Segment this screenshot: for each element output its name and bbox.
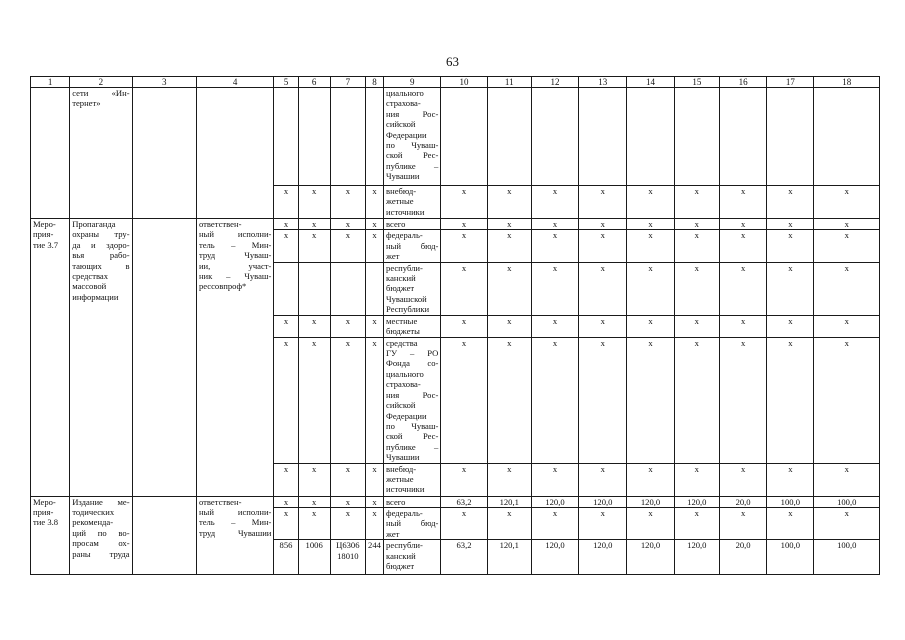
- value-cell: x: [767, 508, 814, 540]
- funding-source-cell: внебюд- жетные источники: [384, 463, 441, 496]
- value-cell: x: [814, 262, 880, 315]
- value-cell: x: [767, 262, 814, 315]
- budget-code-cell: x: [330, 186, 365, 219]
- value-cell: [441, 88, 487, 186]
- budget-code-cell: x: [365, 337, 383, 463]
- budget-code-cell: [298, 262, 330, 315]
- budget-code-cell: 244: [365, 540, 383, 575]
- funding-source-cell: республи- канский бюджет: [384, 540, 441, 575]
- budget-code-cell: x: [298, 230, 330, 262]
- value-cell: x: [441, 315, 487, 337]
- budget-code-cell: x: [365, 508, 383, 540]
- value-cell: 20,0: [719, 540, 766, 575]
- value-cell: 120,0: [531, 540, 578, 575]
- value-cell: x: [719, 186, 766, 219]
- value-cell: x: [627, 463, 674, 496]
- value-cell: x: [531, 315, 578, 337]
- value-cell: [627, 88, 674, 186]
- budget-code-cell: [330, 88, 365, 186]
- budget-code-cell: x: [274, 315, 298, 337]
- budget-code-cell: 856: [274, 540, 298, 575]
- value-cell: x: [719, 262, 766, 315]
- value-cell: x: [627, 230, 674, 262]
- value-cell: x: [814, 508, 880, 540]
- budget-code-cell: x: [330, 230, 365, 262]
- column-number-1: 1: [31, 77, 70, 88]
- event-label-cell: Меро- прия- тие 3.8: [31, 496, 70, 575]
- budget-code-cell: x: [298, 463, 330, 496]
- funding-source-cell: всего: [384, 496, 441, 507]
- column-number-2: 2: [70, 77, 132, 88]
- value-cell: x: [719, 337, 766, 463]
- column-number-10: 10: [441, 77, 487, 88]
- value-cell: x: [441, 463, 487, 496]
- budget-code-cell: x: [365, 186, 383, 219]
- value-cell: x: [487, 219, 531, 230]
- value-cell: x: [531, 219, 578, 230]
- budget-code-cell: x: [274, 508, 298, 540]
- funding-source-cell: циального страхова- ния Рос- сийской Федерации по Чуваш- ской Рес- публике – Чувашии: [384, 88, 441, 186]
- value-cell: [814, 88, 880, 186]
- column-number-8: 8: [365, 77, 383, 88]
- funding-source-cell: федераль- ный бюд- жет: [384, 230, 441, 262]
- value-cell: x: [719, 315, 766, 337]
- value-cell: x: [487, 262, 531, 315]
- column-3-cell: [132, 219, 196, 497]
- column-3-cell: [132, 496, 196, 575]
- value-cell: 120,0: [579, 540, 627, 575]
- event-title-cell: Издание ме- тодических рекоменда- ций по во- просам ох- раны труда: [70, 496, 132, 575]
- value-cell: x: [814, 463, 880, 496]
- budget-code-cell: x: [330, 337, 365, 463]
- value-cell: x: [767, 315, 814, 337]
- budget-code-cell: x: [365, 463, 383, 496]
- value-cell: 120,0: [531, 496, 578, 507]
- value-cell: x: [767, 230, 814, 262]
- budget-code-cell: x: [365, 315, 383, 337]
- budget-code-cell: x: [330, 508, 365, 540]
- value-cell: x: [579, 315, 627, 337]
- value-cell: 100,0: [767, 540, 814, 575]
- budget-code-cell: [330, 262, 365, 315]
- page-number: 63: [446, 54, 459, 69]
- value-cell: 120,0: [579, 496, 627, 507]
- value-cell: x: [441, 219, 487, 230]
- column-number-15: 15: [674, 77, 719, 88]
- value-cell: x: [719, 230, 766, 262]
- budget-code-cell: x: [330, 463, 365, 496]
- value-cell: x: [767, 186, 814, 219]
- budget-code-cell: x: [298, 186, 330, 219]
- funding-source-cell: всего: [384, 219, 441, 230]
- budget-code-cell: [365, 262, 383, 315]
- budget-code-cell: x: [274, 463, 298, 496]
- value-cell: x: [627, 315, 674, 337]
- budget-code-cell: x: [298, 496, 330, 507]
- value-cell: 120,0: [674, 540, 719, 575]
- budget-code-cell: x: [274, 230, 298, 262]
- value-cell: x: [674, 337, 719, 463]
- value-cell: x: [579, 186, 627, 219]
- value-cell: x: [674, 508, 719, 540]
- value-cell: [767, 88, 814, 186]
- column-number-14: 14: [627, 77, 674, 88]
- column-number-4: 4: [196, 77, 273, 88]
- value-cell: x: [531, 230, 578, 262]
- budget-code-cell: x: [365, 230, 383, 262]
- value-cell: x: [627, 262, 674, 315]
- table-row: [31, 496, 880, 507]
- value-cell: x: [814, 230, 880, 262]
- column-number-6: 6: [298, 77, 330, 88]
- budget-code-cell: x: [274, 219, 298, 230]
- value-cell: x: [579, 463, 627, 496]
- column-number-12: 12: [531, 77, 578, 88]
- value-cell: x: [674, 186, 719, 219]
- budget-code-cell: [274, 88, 298, 186]
- value-cell: x: [719, 219, 766, 230]
- value-cell: x: [627, 337, 674, 463]
- value-cell: 120,1: [487, 496, 531, 507]
- value-cell: x: [767, 219, 814, 230]
- value-cell: 20,0: [719, 496, 766, 507]
- value-cell: x: [674, 463, 719, 496]
- column-number-18: 18: [814, 77, 880, 88]
- value-cell: 100,0: [814, 540, 880, 575]
- value-cell: [579, 88, 627, 186]
- value-cell: x: [441, 337, 487, 463]
- funding-source-cell: средства ГУ – РО Фонда со- циального страхова- ния Рос- сийской Федерации по Чуваш- ской Рес- публике – Чувашии: [384, 337, 441, 463]
- value-cell: x: [674, 262, 719, 315]
- budget-code-cell: Ц6306 18010: [330, 540, 365, 575]
- value-cell: x: [579, 337, 627, 463]
- budget-code-cell: x: [298, 219, 330, 230]
- budget-code-cell: [365, 88, 383, 186]
- value-cell: x: [531, 186, 578, 219]
- budget-code-cell: x: [330, 315, 365, 337]
- budget-code-cell: x: [298, 337, 330, 463]
- value-cell: x: [487, 315, 531, 337]
- value-cell: x: [627, 508, 674, 540]
- funding-source-cell: республи- канский бюджет Чувашской Республики: [384, 262, 441, 315]
- value-cell: x: [531, 262, 578, 315]
- value-cell: [674, 88, 719, 186]
- column-number-13: 13: [579, 77, 627, 88]
- value-cell: x: [814, 219, 880, 230]
- value-cell: x: [814, 186, 880, 219]
- budget-code-cell: x: [274, 186, 298, 219]
- budget-code-cell: x: [274, 496, 298, 507]
- value-cell: x: [441, 186, 487, 219]
- responsible-cell: ответствен- ный исполни- тель – Мин- труд Чуваш- ии, участ- ник – Чуваш- рессовпроф*: [196, 219, 273, 497]
- value-cell: x: [627, 186, 674, 219]
- column-number-17: 17: [767, 77, 814, 88]
- column-number-7: 7: [330, 77, 365, 88]
- value-cell: x: [441, 508, 487, 540]
- budget-code-cell: x: [330, 219, 365, 230]
- value-cell: x: [441, 262, 487, 315]
- value-cell: x: [579, 219, 627, 230]
- value-cell: [531, 88, 578, 186]
- event-label-cell: Меро- прия- тие 3.7: [31, 219, 70, 497]
- column-3-cell: [132, 88, 196, 219]
- value-cell: x: [719, 463, 766, 496]
- value-cell: x: [531, 508, 578, 540]
- value-cell: x: [487, 337, 531, 463]
- budget-code-cell: x: [298, 315, 330, 337]
- table-row: [31, 88, 880, 186]
- value-cell: x: [487, 230, 531, 262]
- program-table: [30, 76, 880, 575]
- column-number-11: 11: [487, 77, 531, 88]
- value-cell: x: [767, 337, 814, 463]
- value-cell: x: [674, 230, 719, 262]
- value-cell: x: [487, 186, 531, 219]
- value-cell: 100,0: [767, 496, 814, 507]
- budget-code-cell: [274, 262, 298, 315]
- value-cell: 120,0: [627, 496, 674, 507]
- funding-source-cell: федераль- ный бюд- жет: [384, 508, 441, 540]
- budget-code-cell: x: [274, 337, 298, 463]
- value-cell: x: [719, 508, 766, 540]
- budget-code-cell: x: [365, 496, 383, 507]
- value-cell: x: [814, 337, 880, 463]
- value-cell: x: [579, 230, 627, 262]
- budget-code-cell: x: [365, 219, 383, 230]
- value-cell: x: [579, 508, 627, 540]
- budget-code-cell: x: [298, 508, 330, 540]
- value-cell: 120,1: [487, 540, 531, 575]
- column-number-5: 5: [274, 77, 298, 88]
- value-cell: 100,0: [814, 496, 880, 507]
- column-number-3: 3: [132, 77, 196, 88]
- budget-code-cell: 1006: [298, 540, 330, 575]
- value-cell: x: [627, 219, 674, 230]
- value-cell: x: [531, 463, 578, 496]
- value-cell: [487, 88, 531, 186]
- value-cell: x: [674, 315, 719, 337]
- value-cell: 63,2: [441, 496, 487, 507]
- value-cell: [719, 88, 766, 186]
- responsible-cell: ответствен- ный исполни- тель – Мин- труд Чувашии: [196, 496, 273, 575]
- column-number-16: 16: [719, 77, 766, 88]
- value-cell: x: [531, 337, 578, 463]
- value-cell: x: [767, 463, 814, 496]
- value-cell: 63,2: [441, 540, 487, 575]
- value-cell: x: [487, 463, 531, 496]
- responsible-cell: [196, 88, 273, 219]
- event-label-cell: [31, 88, 70, 219]
- value-cell: x: [441, 230, 487, 262]
- value-cell: x: [814, 315, 880, 337]
- column-number-9: 9: [384, 77, 441, 88]
- value-cell: x: [674, 219, 719, 230]
- value-cell: x: [579, 262, 627, 315]
- column-number-row: [31, 77, 880, 88]
- table-body: [31, 77, 880, 575]
- event-title-cell: Пропаганда охраны тру- да и здоро- вья рабо- тающих в средствах массовой информации: [70, 219, 132, 497]
- value-cell: 120,0: [627, 540, 674, 575]
- funding-source-cell: местные бюджеты: [384, 315, 441, 337]
- budget-code-cell: x: [330, 496, 365, 507]
- budget-code-cell: [298, 88, 330, 186]
- funding-source-cell: внебюд- жетные источники: [384, 186, 441, 219]
- value-cell: 120,0: [674, 496, 719, 507]
- table-row: [31, 219, 880, 230]
- value-cell: x: [487, 508, 531, 540]
- event-title-cell: сети «Ин- тернет»: [70, 88, 132, 219]
